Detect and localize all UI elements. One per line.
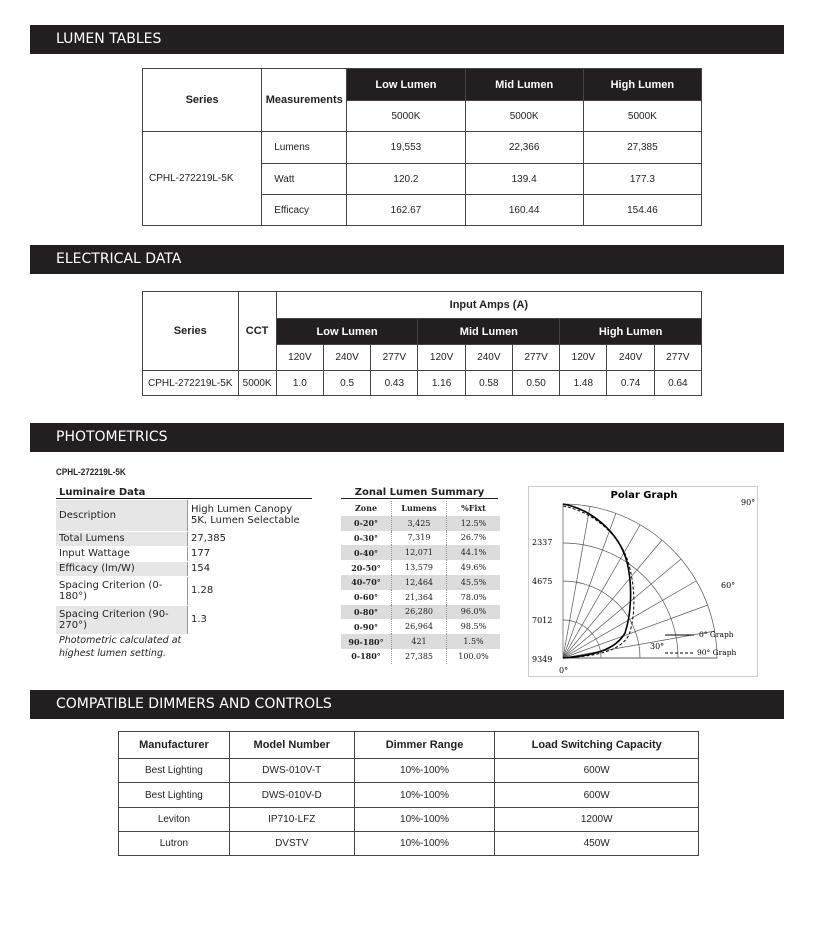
zonal-lumens: 12,071 (392, 545, 447, 560)
luminaire-key: Spacing Criterion (0-180°) (56, 576, 188, 605)
lumen-cell: 177.3 (583, 164, 701, 195)
zonal-pct: 49.6% (460, 563, 487, 573)
polar-radial-label: 2337 (532, 538, 553, 547)
lumen-cell: 154.46 (583, 195, 701, 226)
polar-radial-label: 9349 (532, 655, 553, 664)
polar-angle-30: 30° (650, 642, 665, 651)
dimmers-table (118, 731, 699, 856)
elec-voltage: 240V (607, 345, 654, 371)
zonal-header: %Fixt (461, 503, 486, 514)
luminaire-key: Spacing Criterion (90-270°) (56, 605, 188, 634)
elec-series-value: CPHL-272219L-5K (143, 371, 239, 396)
zonal-lumens: 421 (392, 634, 447, 649)
lumen-cell: 19,553 (347, 132, 465, 164)
elec-group-low: Low Lumen (276, 319, 418, 345)
dimmer-cell: DVSTV (229, 832, 354, 856)
zonal-lumens: 7,319 (392, 531, 447, 546)
zonal-lumens: 21,364 (392, 590, 447, 605)
dimmer-header: Manufacturer (119, 732, 230, 759)
zonal-lumens: 26,964 (392, 619, 447, 634)
lumen-measurements-header: Measurements (262, 69, 347, 132)
lumen-col-mid: Mid Lumen (465, 69, 583, 101)
dimmer-header: Dimmer Range (354, 732, 495, 759)
section-header-photometrics: PHOTOMETRICS (30, 423, 784, 452)
elec-voltage: 240V (465, 345, 512, 371)
photometric-note: Photometric calculated at highest lumen setting. (59, 635, 182, 659)
zonal-pct: 44.1% (447, 545, 501, 560)
elec-cell: 0.43 (371, 371, 418, 396)
luminaire-value: 177 (188, 546, 310, 561)
zonal-pct: 100.0% (458, 651, 489, 661)
elec-cell: 0.50 (512, 371, 559, 396)
elec-voltage: 120V (276, 345, 323, 371)
luminaire-data-title: Luminaire Data (56, 487, 312, 499)
luminaire-value: 1.3 (188, 605, 310, 634)
dimmer-cell: 10%-100% (354, 808, 495, 832)
lumen-cct-low: 5000K (347, 101, 465, 132)
dimmer-cell: Lutron (119, 832, 230, 856)
luminaire-data-table (56, 500, 309, 635)
dimmer-cell: 10%-100% (354, 832, 495, 856)
dimmer-cell: IP710-LFZ (229, 808, 354, 832)
photometric-model: CPHL-272219L-5K (56, 467, 126, 477)
lumen-table (142, 68, 702, 226)
elec-input-amps-header: Input Amps (A) (276, 292, 701, 319)
polar-curve-0 (563, 504, 631, 658)
zonal-lumens: 26,280 (392, 605, 447, 620)
dimmer-cell: 10%-100% (354, 759, 495, 783)
polar-radial-label: 4675 (532, 577, 553, 586)
zonal-pct: 1.5% (447, 634, 501, 649)
luminaire-key: Efficacy (lm/W) (56, 561, 188, 576)
zonal-zone: 0-20° (341, 516, 392, 531)
luminaire-key: Total Lumens (56, 531, 188, 546)
electrical-table (142, 291, 702, 396)
elec-cell: 0.58 (465, 371, 512, 396)
elec-cct-value: 5000K (238, 371, 276, 396)
zonal-zone: 40-70° (341, 575, 392, 590)
polar-angle-0: 0° (559, 666, 569, 675)
elec-cell: 0.5 (323, 371, 370, 396)
dimmer-cell: 450W (495, 832, 699, 856)
elec-voltage: 277V (654, 345, 701, 371)
elec-voltage: 120V (418, 345, 465, 371)
luminaire-key: Description (56, 500, 188, 531)
zonal-pct: 45.5% (447, 575, 501, 590)
elec-voltage: 120V (560, 345, 607, 371)
zonal-pct: 12.5% (447, 516, 501, 531)
dimmer-cell: Leviton (119, 808, 230, 832)
dimmer-header: Load Switching Capacity (495, 732, 699, 759)
lumen-row-label: Watt (262, 164, 347, 195)
zonal-summary-title: Zonal Lumen Summary (341, 487, 498, 499)
elec-cct-header: CCT (238, 292, 276, 371)
zonal-zone: 0-30° (353, 532, 379, 543)
zonal-zone: 0-90° (353, 621, 379, 632)
dimmer-cell: 1200W (495, 808, 699, 832)
lumen-row-label: Efficacy (262, 195, 347, 226)
dimmer-header: Model Number (229, 732, 354, 759)
lumen-cell: 22,366 (465, 132, 583, 164)
zonal-lumens: 3,425 (392, 516, 447, 531)
zonal-zone: 0-40° (341, 545, 392, 560)
legend-label-90: 90° Graph (697, 648, 737, 657)
zonal-header: Zone (354, 503, 378, 514)
zonal-summary-table (341, 501, 500, 664)
luminaire-value: 1.28 (188, 576, 310, 605)
zonal-lumens: 13,579 (392, 560, 447, 575)
zonal-zone: 0-80° (341, 605, 392, 620)
elec-cell: 0.74 (607, 371, 654, 396)
lumen-cell: 120.2 (347, 164, 465, 195)
dimmer-cell: DWS-010V-D (229, 783, 354, 808)
section-header-dimmers: COMPATIBLE DIMMERS AND CONTROLS (30, 690, 784, 719)
lumen-cct-high: 5000K (583, 101, 701, 132)
dimmer-cell: 600W (495, 759, 699, 783)
lumen-cell: 139.4 (465, 164, 583, 195)
lumen-col-low: Low Lumen (347, 69, 465, 101)
dimmer-cell: DWS-010V-T (229, 759, 354, 783)
polar-angle-60: 60° (721, 581, 736, 590)
dimmer-cell: Best Lighting (119, 759, 230, 783)
zonal-pct: 98.5% (460, 622, 487, 632)
section-header-electrical-data: ELECTRICAL DATA (30, 245, 784, 274)
lumen-row-label: Lumens (262, 132, 347, 164)
luminaire-value: 154 (188, 561, 310, 576)
polar-title: Polar Graph (610, 490, 678, 501)
zonal-pct: 26.7% (460, 533, 487, 543)
zonal-lumens: 27,385 (392, 649, 447, 664)
dimmer-cell: 10%-100% (354, 783, 495, 808)
luminaire-value: 27,385 (188, 531, 310, 546)
elec-group-mid: Mid Lumen (418, 319, 560, 345)
elec-voltage: 277V (512, 345, 559, 371)
polar-graph-panel (528, 486, 758, 677)
dimmer-cell: 600W (495, 783, 699, 808)
zonal-zone: 0-60° (353, 592, 379, 603)
luminaire-key: Input Wattage (56, 546, 188, 561)
zonal-pct: 96.0% (447, 605, 501, 620)
polar-radial-label: 7012 (532, 616, 553, 625)
elec-group-high: High Lumen (560, 319, 702, 345)
section-header-lumen-tables: LUMEN TABLES (30, 25, 784, 54)
lumen-cct-mid: 5000K (465, 101, 583, 132)
lumen-cell: 160.44 (465, 195, 583, 226)
lumen-cell: 162.67 (347, 195, 465, 226)
polar-graph (529, 487, 759, 678)
zonal-zone: 20-50° (351, 562, 381, 573)
elec-cell: 1.0 (276, 371, 323, 396)
luminaire-value: High Lumen Canopy 5K, Lumen Selectable (188, 500, 310, 531)
elec-voltage: 277V (371, 345, 418, 371)
elec-cell: 1.48 (560, 371, 607, 396)
zonal-pct: 78.0% (460, 592, 487, 602)
elec-series-header: Series (143, 292, 239, 371)
elec-cell: 0.64 (654, 371, 701, 396)
elec-cell: 1.16 (418, 371, 465, 396)
elec-voltage: 240V (323, 345, 370, 371)
zonal-zone: 90-180° (341, 634, 392, 649)
lumen-series-value: CPHL-272219L-5K (143, 132, 262, 226)
lumen-series-header: Series (143, 69, 262, 132)
polar-angle-90: 90° (741, 498, 756, 507)
zonal-zone: 0-180° (351, 651, 381, 662)
dimmer-cell: Best Lighting (119, 783, 230, 808)
lumen-col-high: High Lumen (583, 69, 701, 101)
legend-label-0: 0° Graph (699, 630, 734, 639)
lumen-cell: 27,385 (583, 132, 701, 164)
zonal-lumens: 12,464 (392, 575, 447, 590)
zonal-header: Lumens (392, 501, 447, 516)
